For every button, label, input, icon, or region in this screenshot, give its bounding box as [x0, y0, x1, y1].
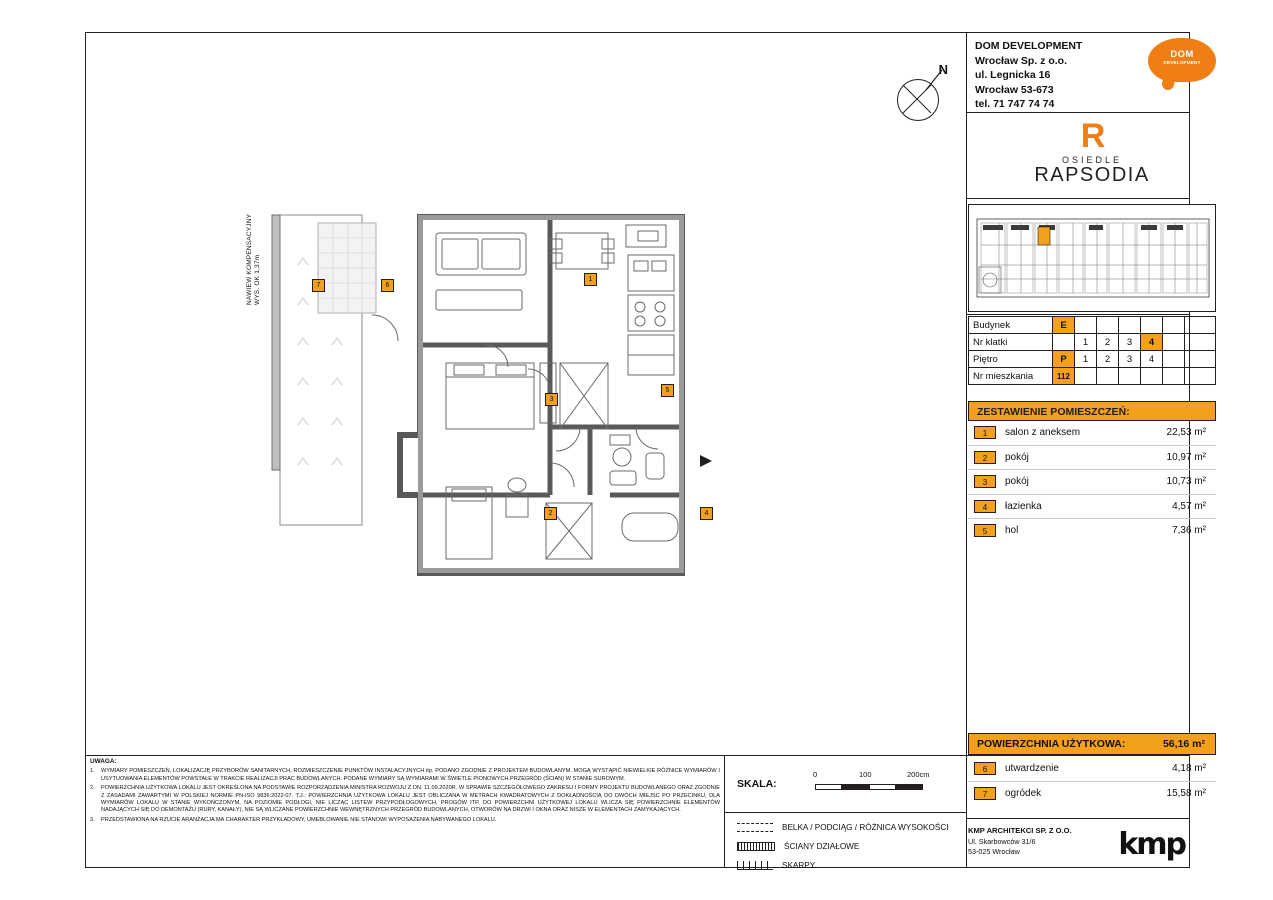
- building-value[interactable]: E: [1053, 317, 1075, 334]
- scarp-line-icon: [737, 861, 773, 870]
- plan-marker-1: 1: [584, 273, 597, 286]
- staircase-3[interactable]: 3: [1119, 334, 1141, 351]
- entrance-arrow-icon: [700, 455, 712, 467]
- apartment-floor-plan: [250, 195, 810, 595]
- company-line4: Wrocław 53-673: [975, 83, 1054, 96]
- table-row: [968, 470, 1216, 494]
- notes-title: UWAGA:: [90, 758, 117, 765]
- usable-area-value: 56,16 m²: [1162, 738, 1205, 750]
- floor-1[interactable]: 1: [1075, 351, 1097, 368]
- architect-address-1: Ul. Skarbowców 31/6: [968, 836, 1036, 846]
- right-column-divider: [966, 32, 967, 868]
- floor-4[interactable]: 4: [1141, 351, 1163, 368]
- room-name: ogródek: [1005, 787, 1042, 799]
- legend-item: [737, 856, 957, 875]
- room-marker-7: 7: [974, 787, 996, 800]
- room-marker-6: 6: [974, 762, 996, 775]
- dashed-line-icon: [737, 823, 773, 832]
- room-name: pokój: [1005, 476, 1029, 488]
- legend-block: [737, 818, 957, 875]
- floor-p-selected[interactable]: P: [1053, 351, 1075, 368]
- room-area: 7,36 m²: [1172, 525, 1206, 537]
- plan-marker-3: 3: [545, 393, 558, 406]
- architect-address-2: 53-025 Wrocław: [968, 847, 1020, 856]
- kmp-logo: kmp: [1118, 827, 1185, 862]
- room-name: łazienka: [1005, 500, 1042, 512]
- note-text: WYMIARY POMIESZCZEŃ, LOKALIZACJĘ PRZYBORÓW SANITARNYCH, ROZMIESZCZENIE PUNKTÓW INSTALACYJNYCH itp. PODANO ZGODNIE Z PROJEKTEM BUDOWLANYM. MOGĄ WYSTĄPIĆ NIEWIELKIE RÓŻNICE WYMIARÓW I USYTUOWANIA ELEMENTÓW POWSTAŁE W TRAKCIE REALIZACJI PRAC BUDOWLANYCH. PODANE WYMIARY SĄ WYMIARAMI W ŚWIETLE PIONOWYCH PRZEGRÓD (ŚCIAN) W STANIE SUROWYM.: [101, 768, 720, 782]
- table-row: [968, 782, 1216, 806]
- legend-item: [737, 837, 957, 856]
- table-row: [968, 421, 1216, 445]
- company-line3: ul. Legnicka 16: [975, 69, 1051, 81]
- architect-block: [968, 826, 1118, 858]
- room-area: 10,73 m²: [1166, 476, 1206, 488]
- rapsodia-mark: R: [1080, 117, 1104, 155]
- notes-block: [90, 758, 720, 826]
- room-name: pokój: [1005, 451, 1029, 463]
- plan-marker-7: 7: [312, 279, 325, 292]
- divider-brand: [966, 198, 1190, 199]
- legend-label: BELKA / PODCIĄG / RÓŻNICA WYSOKOŚCI: [782, 823, 949, 832]
- dom-development-logo: [1148, 38, 1216, 82]
- scale-label: SKALA:: [737, 778, 777, 790]
- extra-areas-table: [968, 757, 1216, 805]
- table-row: [968, 446, 1216, 470]
- divider-bottom-strip: [85, 755, 1190, 756]
- room-area: 15,58 m²: [1166, 787, 1206, 799]
- note-item: [90, 785, 720, 815]
- plan-marker-6: 6: [381, 279, 394, 292]
- legend-label: ŚCIANY DZIAŁOWE: [784, 842, 860, 851]
- hatched-band-icon: [737, 842, 775, 851]
- divider-scale-legend: [724, 812, 966, 813]
- scale-tick-100: 100: [859, 770, 872, 779]
- floor-3[interactable]: 3: [1119, 351, 1141, 368]
- rooms-table: [968, 421, 1216, 543]
- compensating-air-inlet-note: NAWIEW KOMPENSACYJNY WYS. OK 1,37m: [246, 213, 261, 305]
- scale-bar: [815, 784, 923, 790]
- room-area: 4,18 m²: [1172, 763, 1206, 775]
- company-name: DOM DEVELOPMENT: [975, 40, 1083, 52]
- divider-keyplan: [966, 314, 1190, 315]
- plan-marker-2: 2: [544, 507, 557, 520]
- room-name: utwardzenie: [1005, 763, 1059, 775]
- room-area: 10,97 m²: [1166, 451, 1206, 463]
- floor-2[interactable]: 2: [1097, 351, 1119, 368]
- row-label: Piętro: [969, 351, 1053, 368]
- plan-marker-4: 4: [700, 507, 713, 520]
- brand-name: RAPSODIA: [1034, 164, 1150, 186]
- room-marker-1: 1: [974, 426, 996, 439]
- rooms-table-header: ZESTAWIENIE POMIESZCZEŃ:: [968, 401, 1216, 421]
- legend-label: SKARPY: [782, 861, 816, 870]
- room-area: 4,57 m²: [1172, 500, 1206, 512]
- room-marker-2: 2: [974, 451, 996, 464]
- apartment-identification-table: [968, 316, 1216, 385]
- room-marker-5: 5: [974, 524, 996, 537]
- compass-north-label: N: [938, 62, 948, 77]
- scale-tick-0: 0: [813, 770, 818, 779]
- table-row-apartment-number: [969, 368, 1216, 385]
- divider-architect: [966, 818, 1190, 819]
- note-text: POWIERZCHNIA UŻYTKOWA LOKALU JEST OKREŚLONA NA PODSTAWIE ROZPORZĄDZENIA MINISTRA ROZWOJU Z DN. 11.09.2020R. W SPRAWIE SZCZEGÓŁOWEGO ZAKRESU I FORMY PROJEKTU BUDOWLANEGO ORAZ ZGODNIE Z ZASADAMI ZAWARTYMI W POLSKIEJ NORMIE PN-ISO 9836:2022-07. T.J.: POWIERZCHNIA UŻYTKOWA LOKALU JEST OBLICZANA W METRACH KWADRATOWYCH Z DOKŁADNOŚCIĄ DO DWÓCH MIEJSC PO PRZECINKU, DLA WYMIARÓW LOKALU W STANIE WYKOŃCZONYM, NA POZIOMIE PODŁOGI, NIE LICZĄC LISTEW PRZYPODŁOGOWYCH, PROGÓW ITP. DO POWIERZCHNI UŻYTKOWEJ LOKALU WLICZA SIĘ POWIERZCHNIE ELEMENTÓW NADAJĄCYCH SIĘ DO DEMONTAŻU (RURY, KANAŁY), NIE SĄ WLICZANE POWIERZCHNIE WEWNĘTRZNYCH PRZEGRÓD BUDOWLANYCH, OTWORÓW NA DRZWI I OKNA ORAZ NISZE W ELEMENTACH ZAMYKAJĄCYCH.: [101, 785, 720, 814]
- note-text: PRZEDSTAWIONA NA RZUCIE ARANŻACJA MA CHARAKTER PRZYKŁADOWY, UMEBLOWANIE NIE STANOWI WYPOSAŻENIA NABYWANEGO LOKALU.: [101, 816, 497, 823]
- usable-area-label: POWIERZCHNIA UŻYTKOWA:: [977, 738, 1126, 750]
- staircase-1[interactable]: 1: [1075, 334, 1097, 351]
- room-name: hol: [1005, 525, 1019, 537]
- company-line2: Wrocław Sp. z o.o.: [975, 54, 1067, 67]
- table-row: [968, 757, 1216, 781]
- brand-prefix: OSIEDLE: [1061, 155, 1122, 165]
- logo-text: DOM DEVELOPMENT: [1163, 49, 1201, 65]
- key-plan: [968, 204, 1216, 312]
- staircase-2[interactable]: 2: [1097, 334, 1119, 351]
- compass-rose: [888, 62, 950, 124]
- apartment-number-value[interactable]: 112: [1053, 368, 1075, 385]
- row-label: Nr mieszkania: [969, 368, 1053, 385]
- note-number: 3.: [90, 816, 95, 823]
- plan-marker-5: 5: [661, 384, 674, 397]
- row-label: Nr klatki: [969, 334, 1053, 351]
- room-marker-4: 4: [974, 500, 996, 513]
- note-item: [90, 817, 720, 824]
- scale-tick-200: 200cm: [907, 770, 930, 779]
- row-label: Budynek: [969, 317, 1053, 334]
- project-logo: [968, 113, 1216, 197]
- table-row: [968, 495, 1216, 519]
- legend-item: [737, 818, 957, 837]
- architect-name: KMP ARCHITEKCI SP. Z O.O.: [968, 826, 1072, 835]
- table-row-staircase: [969, 334, 1216, 351]
- room-name: salon z aneksem: [1005, 427, 1081, 439]
- staircase-4-selected[interactable]: 4: [1141, 334, 1163, 351]
- table-row-building: [969, 317, 1216, 334]
- table-row: [968, 519, 1216, 543]
- key-plan-drawing: [969, 205, 1215, 311]
- room-marker-3: 3: [974, 475, 996, 488]
- note-number: 1.: [90, 768, 95, 775]
- usable-area-banner: [968, 733, 1216, 755]
- note-number: 2.: [90, 785, 95, 792]
- room-area: 22,53 m²: [1166, 427, 1206, 439]
- note-item: [90, 768, 720, 783]
- table-row-floor: [969, 351, 1216, 368]
- company-phone: tel. 71 747 74 74: [975, 98, 1055, 110]
